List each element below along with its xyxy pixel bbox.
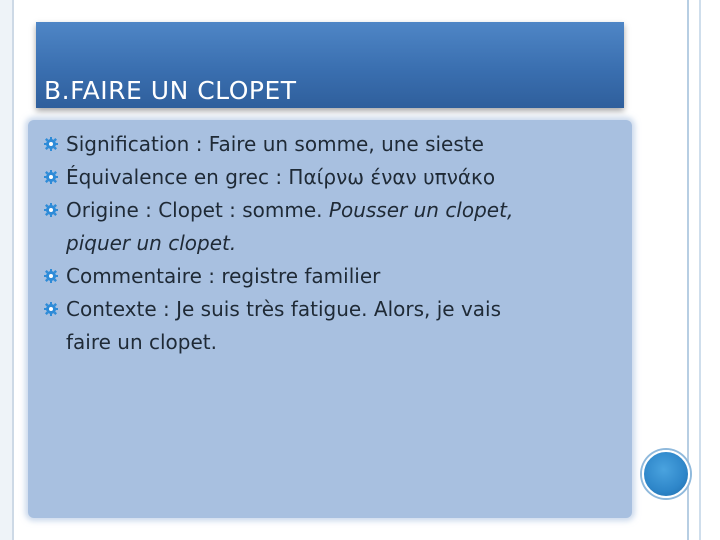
bullet-text: Équivalence en grec : Παίρνω έναν υπνάκο	[66, 165, 496, 189]
gear-icon	[44, 269, 58, 283]
bullet-text: Contexte : Je suis très fatigue. Alors, je vais	[66, 297, 502, 321]
right-decorative-line	[699, 0, 701, 540]
bullet-item-contexte	[44, 293, 634, 359]
right-decorative-line	[687, 0, 689, 540]
bullet-text: Origine : Clopet : somme.	[66, 198, 329, 222]
bullet-item-equivalence	[44, 161, 634, 194]
left-border-strip	[0, 0, 14, 540]
decorative-circle	[642, 450, 690, 498]
bullet-item-commentaire	[44, 260, 634, 293]
bullet-text-italic: Pousser un clopet,	[328, 198, 514, 222]
bullet-text-italic-continuation: piquer un clopet.	[66, 231, 237, 255]
bullet-item-origine	[44, 194, 634, 260]
bullet-item-signification	[44, 128, 634, 161]
gear-icon	[44, 203, 58, 217]
bullet-text: Signification : Faire un somme, une sieste	[66, 132, 484, 156]
bullet-list	[44, 128, 634, 359]
bullet-text: Commentaire : registre familier	[66, 264, 381, 288]
gear-icon	[44, 170, 58, 184]
gear-icon	[44, 302, 58, 316]
gear-icon	[44, 137, 58, 151]
slide-title: B.FAIRE UN CLOPET	[44, 76, 297, 105]
bullet-text-continuation: faire un clopet.	[66, 330, 217, 354]
